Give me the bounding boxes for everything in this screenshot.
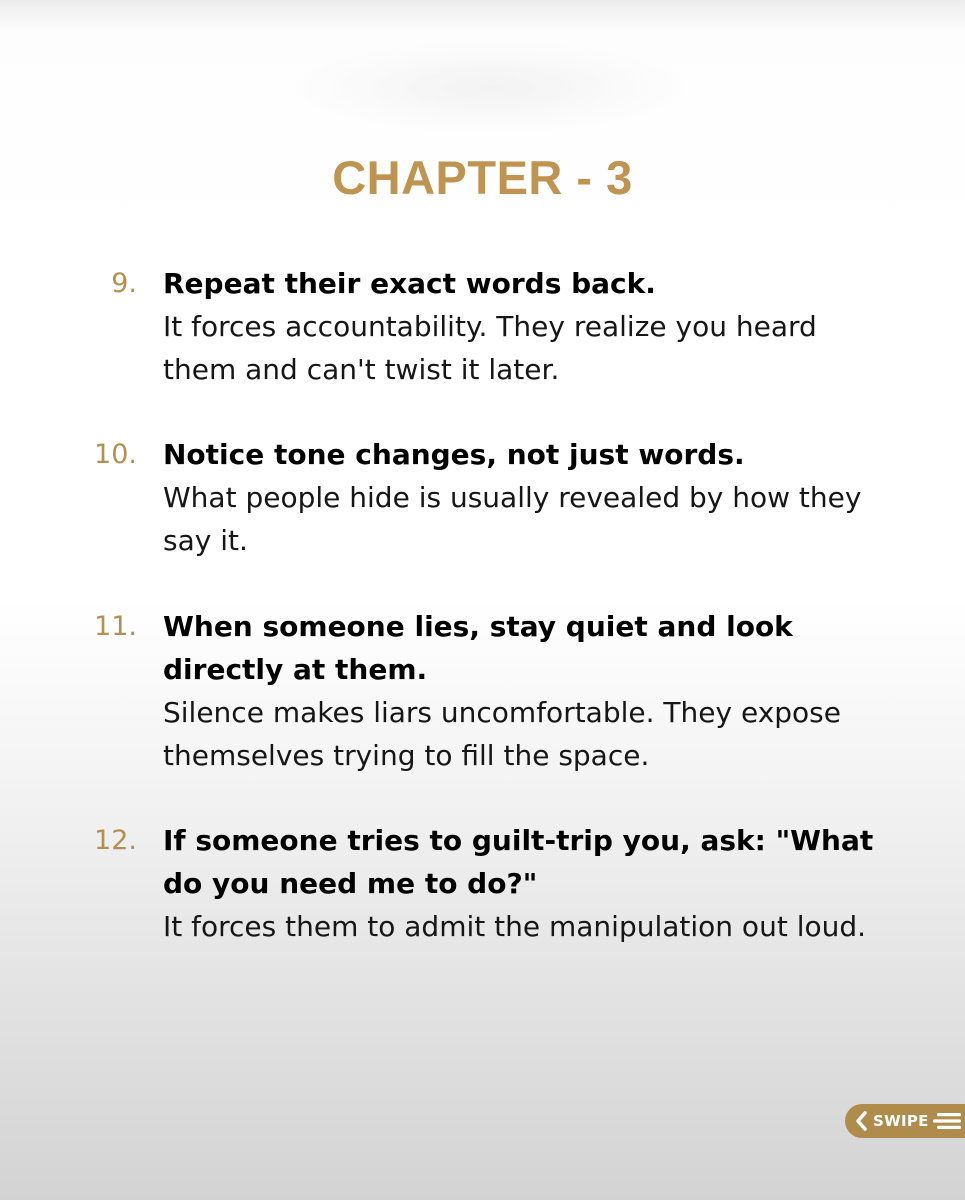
tip-body: [163, 819, 883, 948]
tip-body: [163, 262, 883, 391]
blurred-header-graphic: [290, 40, 690, 135]
tip-heading: Repeat their exact words back.: [163, 267, 656, 300]
swipe-lines-icon: [933, 1111, 963, 1131]
tip-text: It forces accountability. They realize you heard them and can't twist it later.: [163, 310, 817, 386]
swipe-button[interactable]: [845, 1104, 965, 1138]
tip-heading: If someone tries to guilt-trip you, ask: "What do you need me to do?": [163, 824, 874, 900]
tip-body: [163, 433, 883, 562]
tip-number: 11.: [94, 611, 137, 642]
tip-body: [163, 605, 883, 777]
chapter-title: CHAPTER - 3: [332, 151, 633, 204]
tip-heading: Notice tone changes, not just words.: [163, 438, 745, 471]
tip-heading: When someone lies, stay quiet and look directly at them.: [163, 610, 793, 686]
tip-text: It forces them to admit the manipulation out loud.: [163, 910, 867, 943]
tip-text: Silence makes liars uncomfortable. They expose themselves trying to fill the space.: [163, 696, 841, 772]
tip-number: 12.: [94, 825, 137, 856]
tip-text: What people hide is usually revealed by how they say it.: [163, 481, 862, 557]
chevron-left-icon: [850, 1106, 872, 1136]
tip-number: 9.: [111, 268, 137, 299]
tip-number: 10.: [94, 439, 137, 470]
swipe-label: SWIPE: [873, 1112, 929, 1130]
